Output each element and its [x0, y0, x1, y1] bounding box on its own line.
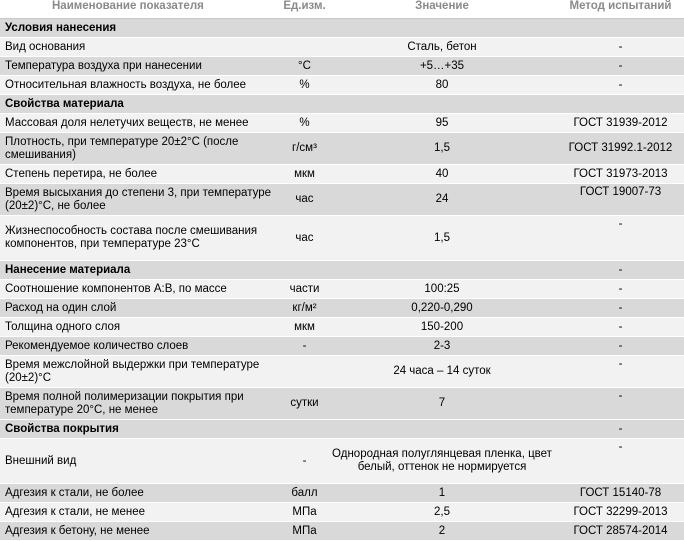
row-value: +5…+35 [327, 57, 557, 76]
row-name: Адгезия к бетону, не менее [0, 522, 282, 541]
row-unit [282, 38, 327, 57]
section-title: Нанесение материала [0, 261, 557, 280]
header-value: Значение [327, 0, 557, 19]
row-method: ГОСТ 31992.1-2012 [557, 133, 684, 165]
row-method: ГОСТ 19007-73 [557, 184, 684, 216]
row-value: 2-3 [327, 337, 557, 356]
row-value: 24 [327, 184, 557, 216]
table-row [0, 114, 684, 133]
section-method: - [557, 420, 684, 439]
row-value: 2,5 [327, 503, 557, 522]
row-name: Массовая доля нелетучих веществ, не менее [0, 114, 282, 133]
row-name: Внешний вид [0, 439, 282, 484]
row-value: 100:25 [327, 280, 557, 299]
row-name: Время полной полимеризации покрытия при температуре 20°С, не менее [0, 388, 282, 420]
row-value: 2 [327, 522, 557, 541]
row-name: Адгезия к стали, не менее [0, 503, 282, 522]
row-name: Плотность, при температуре 20±2°С (после смешивания) [0, 133, 282, 165]
row-name: Адгезия к стали, не более [0, 484, 282, 503]
row-value: 7 [327, 388, 557, 420]
row-unit: - [282, 337, 327, 356]
table-row [0, 133, 684, 165]
row-method: - [557, 337, 684, 356]
row-method: - [557, 299, 684, 318]
table-row [0, 280, 684, 299]
row-unit: % [282, 114, 327, 133]
row-unit: МПа [282, 503, 327, 522]
header-method: Метод испытаний [557, 0, 684, 19]
row-unit: час [282, 216, 327, 261]
table-row [0, 165, 684, 184]
row-unit [282, 356, 327, 388]
section-row [0, 420, 684, 439]
section-method: - [557, 261, 684, 280]
section-title: Свойства материала [0, 95, 557, 114]
header-unit: Ед.изм. [282, 0, 327, 19]
row-name: Толщина одного слоя [0, 318, 282, 337]
row-method: ГОСТ 15140-78 [557, 484, 684, 503]
row-method: ГОСТ 28574-2014 [557, 522, 684, 541]
row-name: Вид основания [0, 38, 282, 57]
header-row [0, 0, 684, 19]
row-method: ГОСТ 32299-2013 [557, 503, 684, 522]
row-value: 1,5 [327, 216, 557, 261]
row-name: Расход на один слой [0, 299, 282, 318]
row-value: 80 [327, 76, 557, 95]
row-unit: МПа [282, 522, 327, 541]
row-unit: - [282, 439, 327, 484]
table-row [0, 299, 684, 318]
row-method: - [557, 356, 684, 388]
row-unit: кг/м² [282, 299, 327, 318]
row-value: 40 [327, 165, 557, 184]
row-value: 95 [327, 114, 557, 133]
row-value: 1 [327, 484, 557, 503]
row-method: - [557, 388, 684, 420]
row-name: Жизнеспособность состава после смешивания компонентов, при температуре 23°С [0, 216, 282, 261]
row-method: - [557, 318, 684, 337]
section-row [0, 261, 684, 280]
section-method [557, 95, 684, 114]
row-name: Время высыхания до степени 3, при температуре (20±2)°С, не более [0, 184, 282, 216]
row-method: ГОСТ 31939-2012 [557, 114, 684, 133]
section-row [0, 19, 684, 38]
header-name: Наименование показателя [0, 0, 282, 19]
section-title: Свойства покрытия [0, 420, 557, 439]
section-title: Условия нанесения [0, 19, 557, 38]
row-method: - [557, 439, 684, 484]
table-row [0, 356, 684, 388]
row-method: - [557, 280, 684, 299]
row-method: - [557, 76, 684, 95]
row-unit: балл [282, 484, 327, 503]
row-method: - [557, 216, 684, 261]
table-row [0, 439, 684, 484]
row-value: 24 часа – 14 суток [327, 356, 557, 388]
row-name: Относительная влажность воздуха, не более [0, 76, 282, 95]
row-unit: °С [282, 57, 327, 76]
table-row [0, 522, 684, 541]
row-method: - [557, 38, 684, 57]
table-row [0, 57, 684, 76]
section-method [557, 19, 684, 38]
row-value: Сталь, бетон [327, 38, 557, 57]
row-value: Однородная полуглянцевая пленка, цвет белый, оттенок не нормируется [327, 439, 557, 484]
row-unit: части [282, 280, 327, 299]
table-row [0, 337, 684, 356]
row-unit: мкм [282, 318, 327, 337]
table-row [0, 76, 684, 95]
row-unit: сутки [282, 388, 327, 420]
row-value: 1,5 [327, 133, 557, 165]
row-value: 150-200 [327, 318, 557, 337]
table-body [0, 19, 684, 541]
table-row [0, 503, 684, 522]
table-row [0, 38, 684, 57]
row-name: Температура воздуха при нанесении [0, 57, 282, 76]
row-unit: час [282, 184, 327, 216]
row-name: Степень перетира, не более [0, 165, 282, 184]
table-row [0, 388, 684, 420]
row-unit: мкм [282, 165, 327, 184]
row-name: Время межслойной выдержки при температуре (20±2)°С [0, 356, 282, 388]
row-name: Соотношение компонентов А:В, по массе [0, 280, 282, 299]
row-method: ГОСТ 31973-2013 [557, 165, 684, 184]
row-unit: % [282, 76, 327, 95]
row-method: - [557, 57, 684, 76]
row-value: 0,220-0,290 [327, 299, 557, 318]
row-name: Рекомендуемое количество слоев [0, 337, 282, 356]
section-row [0, 95, 684, 114]
table-row [0, 484, 684, 503]
table-row [0, 318, 684, 337]
table-row [0, 184, 684, 216]
row-unit: г/см³ [282, 133, 327, 165]
table-row [0, 216, 684, 261]
